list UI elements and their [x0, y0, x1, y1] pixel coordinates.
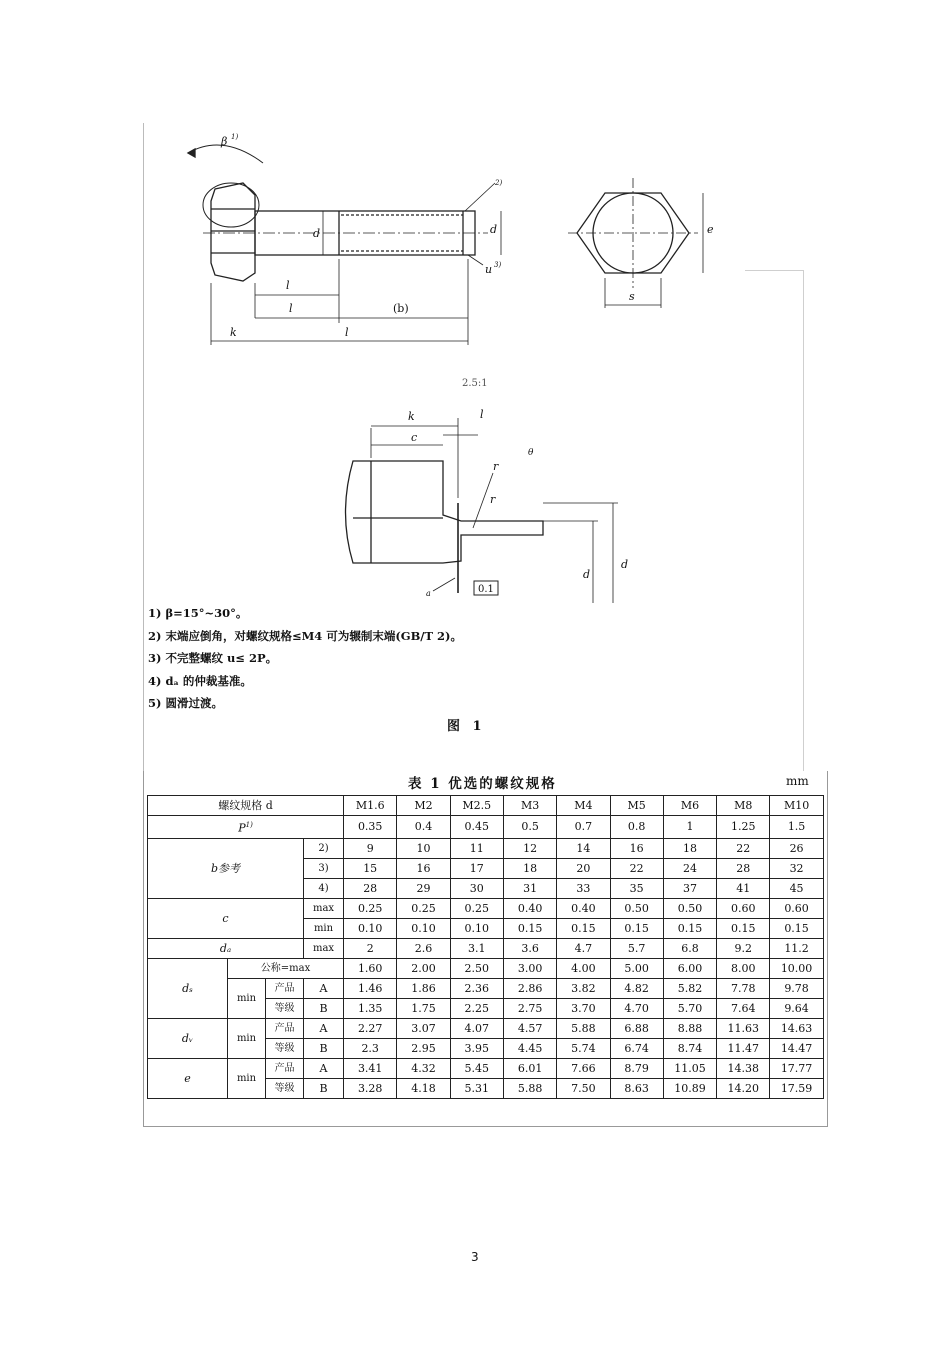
value-cell: 3.6: [503, 938, 556, 958]
size-header-cell: M10: [770, 796, 823, 816]
p-label-cell: [148, 816, 344, 839]
value-cell: 5.45: [450, 1058, 503, 1078]
value-cell: 33: [557, 878, 610, 898]
value-cell: 28: [717, 858, 770, 878]
value-cell: 4.07: [450, 1018, 503, 1038]
value-cell: 9: [344, 838, 397, 858]
value-cell: 0.60: [717, 898, 770, 918]
grade-label-cell: 产品: [266, 1058, 304, 1078]
value-cell: 14.20: [717, 1078, 770, 1098]
value-cell: 3.00: [503, 958, 556, 978]
value-cell: 2: [344, 938, 397, 958]
value-cell: 14.47: [770, 1038, 823, 1058]
value-cell: 0.7: [557, 816, 610, 839]
value-cell: 5.70: [663, 998, 716, 1018]
u-dim-label: u: [485, 263, 493, 276]
ds-nominal-row: [148, 958, 824, 978]
value-cell: 0.25: [344, 898, 397, 918]
thread-spec-table: [147, 795, 824, 1099]
ds-label-cell: dₛ: [148, 958, 228, 1018]
da-label-cell: dₐ: [148, 938, 304, 958]
value-cell: 3.28: [344, 1078, 397, 1098]
value-cell: 17: [450, 858, 503, 878]
value-cell: 20: [557, 858, 610, 878]
value-cell: 1.86: [397, 978, 450, 998]
ds-dim-label: d: [313, 227, 321, 240]
beta-note: 1): [231, 133, 239, 141]
note-4: 4) dₐ 的仲裁基准。: [148, 673, 252, 688]
p-label: P: [238, 821, 246, 835]
e-label-cell: e: [148, 1058, 228, 1098]
a-note: a: [426, 589, 431, 598]
value-cell: 41: [717, 878, 770, 898]
note-3: 3) 不完整螺纹 u≤ 2P。: [148, 651, 278, 665]
value-cell: 18: [663, 838, 716, 858]
grade-label-cell: 等级: [266, 1038, 304, 1058]
value-cell: 45: [770, 878, 823, 898]
da-row: [148, 938, 824, 958]
value-cell: 0.15: [610, 918, 663, 938]
value-cell: 10.89: [663, 1078, 716, 1098]
value-cell: 8.74: [663, 1038, 716, 1058]
value-cell: 5.00: [610, 958, 663, 978]
value-cell: 1.25: [717, 816, 770, 839]
value-cell: 0.10: [450, 918, 503, 938]
value-cell: 7.50: [557, 1078, 610, 1098]
value-cell: 0.8: [610, 816, 663, 839]
value-cell: 0.15: [770, 918, 823, 938]
value-cell: 4.82: [610, 978, 663, 998]
grade-b-cell: B: [304, 1078, 344, 1098]
c-row: [148, 898, 824, 918]
value-cell: 2.3: [344, 1038, 397, 1058]
value-cell: 4.70: [610, 998, 663, 1018]
note-cell: 4): [304, 878, 344, 898]
value-cell: 1.46: [344, 978, 397, 998]
value-cell: 0.45: [450, 816, 503, 839]
value-cell: 3.82: [557, 978, 610, 998]
value-cell: 4.57: [503, 1018, 556, 1038]
r1-label: r: [493, 460, 499, 473]
grade-b-cell: B: [304, 1038, 344, 1058]
scan-right-edge: [745, 270, 804, 771]
page-number: 3: [471, 1250, 479, 1264]
value-cell: 0.40: [503, 898, 556, 918]
value-cell: 9.2: [717, 938, 770, 958]
value-cell: 5.88: [557, 1018, 610, 1038]
b-dim-label: (b): [393, 302, 409, 315]
value-cell: 0.40: [557, 898, 610, 918]
value-cell: 2.36: [450, 978, 503, 998]
dw-min-a-row: [148, 1018, 824, 1038]
ds-min-a-row: [148, 978, 824, 998]
value-cell: 10: [397, 838, 450, 858]
value-cell: 3.41: [344, 1058, 397, 1078]
size-header-cell: M6: [663, 796, 716, 816]
value-cell: 8.00: [717, 958, 770, 978]
value-cell: 5.82: [663, 978, 716, 998]
value-cell: 26: [770, 838, 823, 858]
value-cell: 15: [344, 858, 397, 878]
kw-dim-label: k: [408, 410, 415, 423]
c-dim-label: c: [411, 431, 418, 444]
value-cell: 16: [397, 858, 450, 878]
size-header-cell: M3: [503, 796, 556, 816]
value-cell: 9.64: [770, 998, 823, 1018]
value-cell: 0.50: [610, 898, 663, 918]
dw-dim-label: d: [621, 558, 629, 571]
grade-a-cell: A: [304, 1018, 344, 1038]
r2-label: r: [490, 493, 496, 506]
theta-label: θ: [528, 448, 534, 458]
header-label-cell: 螺纹规格 d: [148, 796, 344, 816]
grade-b-cell: B: [304, 998, 344, 1018]
value-cell: 14: [557, 838, 610, 858]
value-cell: 6.01: [503, 1058, 556, 1078]
value-cell: 11.05: [663, 1058, 716, 1078]
value-cell: 17.77: [770, 1058, 823, 1078]
value-cell: 2.6: [397, 938, 450, 958]
note-2: 2) 末端应倒角，对螺纹规格≤M4 可为辗制末端(GB/T 2)。: [148, 628, 463, 643]
value-cell: 17.59: [770, 1078, 823, 1098]
value-cell: 6.00: [663, 958, 716, 978]
u-note: 3): [494, 261, 502, 269]
value-cell: 4.32: [397, 1058, 450, 1078]
value-cell: 37: [663, 878, 716, 898]
value-cell: 0.10: [344, 918, 397, 938]
figure-caption: 图 1: [447, 719, 486, 734]
note-cell: max: [304, 938, 344, 958]
value-cell: 3.70: [557, 998, 610, 1018]
b-row: [148, 838, 824, 858]
bolt-head-side: [211, 183, 255, 281]
size-header-cell: M8: [717, 796, 770, 816]
value-cell: 3.95: [450, 1038, 503, 1058]
grade-label-cell: 等级: [266, 998, 304, 1018]
s-dim-label: s: [629, 290, 635, 303]
value-cell: 4.00: [557, 958, 610, 978]
value-cell: 2.75: [503, 998, 556, 1018]
value-cell: 6.8: [663, 938, 716, 958]
value-cell: 7.66: [557, 1058, 610, 1078]
value-cell: 11.47: [717, 1038, 770, 1058]
value-cell: 4.18: [397, 1078, 450, 1098]
tolerance-box-value: 0.1: [478, 584, 494, 595]
value-cell: 30: [450, 878, 503, 898]
value-cell: 11: [450, 838, 503, 858]
value-cell: 11.2: [770, 938, 823, 958]
value-cell: 0.25: [397, 898, 450, 918]
value-cell: 6.88: [610, 1018, 663, 1038]
table-title: 表 1 优选的螺纹规格: [408, 776, 557, 792]
value-cell: 5.74: [557, 1038, 610, 1058]
value-cell: 1.75: [397, 998, 450, 1018]
value-cell: 0.4: [397, 816, 450, 839]
ls-dim-label: l: [286, 279, 290, 292]
value-cell: 28: [344, 878, 397, 898]
value-cell: 1: [663, 816, 716, 839]
dw-label-cell: dᵥ: [148, 1018, 228, 1058]
value-cell: 22: [717, 838, 770, 858]
grade-label-cell: 产品: [266, 1018, 304, 1038]
l-dim-label: l: [345, 326, 349, 339]
value-cell: 5.88: [503, 1078, 556, 1098]
p-row: [148, 816, 824, 839]
grade-a-cell: A: [304, 978, 344, 998]
value-cell: 0.15: [503, 918, 556, 938]
scale-label: 2.5:1: [462, 378, 488, 389]
value-cell: 2.86: [503, 978, 556, 998]
value-cell: 32: [770, 858, 823, 878]
size-header-cell: M2.5: [450, 796, 503, 816]
grade-a-cell: A: [304, 1058, 344, 1078]
b-label-cell: b参考: [148, 838, 304, 898]
min-label-cell: min: [228, 978, 266, 1018]
value-cell: 18: [503, 858, 556, 878]
k-dim-label: k: [230, 326, 237, 339]
value-cell: 8.79: [610, 1058, 663, 1078]
grade-label-cell: 产品: [266, 978, 304, 998]
lf-dim-label: l: [480, 408, 484, 421]
e-min-a-row: [148, 1058, 824, 1078]
note-cell: 3): [304, 858, 344, 878]
value-cell: 0.35: [344, 816, 397, 839]
value-cell: 22: [610, 858, 663, 878]
value-cell: 4.7: [557, 938, 610, 958]
value-cell: 0.5: [503, 816, 556, 839]
header-row: [148, 796, 824, 816]
value-cell: 5.31: [450, 1078, 503, 1098]
c-label-cell: c: [148, 898, 304, 938]
value-cell: 2.50: [450, 958, 503, 978]
table-unit: mm: [786, 774, 809, 788]
value-cell: 9.78: [770, 978, 823, 998]
note-5: 5) 圆滑过渡。: [148, 696, 223, 710]
note-1: 1) β=15°~30°。: [148, 606, 248, 620]
value-cell: 8.63: [610, 1078, 663, 1098]
note-cell: min: [304, 918, 344, 938]
value-cell: 0.10: [397, 918, 450, 938]
figure-notes: [148, 602, 462, 715]
value-cell: 1.60: [344, 958, 397, 978]
size-header-cell: M4: [557, 796, 610, 816]
head-detail-view: [346, 461, 544, 563]
nominal-label-cell: 公称=max: [228, 958, 344, 978]
value-cell: 0.15: [717, 918, 770, 938]
da-dim-label: d: [583, 568, 591, 581]
size-header-cell: M1.6: [344, 796, 397, 816]
value-cell: 29: [397, 878, 450, 898]
value-cell: 8.88: [663, 1018, 716, 1038]
value-cell: 0.60: [770, 898, 823, 918]
value-cell: 2.00: [397, 958, 450, 978]
value-cell: 1.5: [770, 816, 823, 839]
beta-label: β: [221, 135, 228, 148]
value-cell: 31: [503, 878, 556, 898]
value-cell: 2.27: [344, 1018, 397, 1038]
value-cell: 3.07: [397, 1018, 450, 1038]
lg-dim-label: l: [289, 302, 293, 315]
value-cell: 5.7: [610, 938, 663, 958]
note-cell: max: [304, 898, 344, 918]
min-label-cell: min: [228, 1058, 266, 1098]
value-cell: 0.15: [557, 918, 610, 938]
p-note: 1): [245, 821, 253, 829]
value-cell: 2.25: [450, 998, 503, 1018]
value-cell: 12: [503, 838, 556, 858]
value-cell: 11.63: [717, 1018, 770, 1038]
value-cell: 35: [610, 878, 663, 898]
value-cell: 24: [663, 858, 716, 878]
e-dim-label: e: [707, 223, 714, 236]
d-dim-label: d: [490, 223, 498, 236]
size-header-cell: M2: [397, 796, 450, 816]
value-cell: 7.78: [717, 978, 770, 998]
grade-label-cell: 等级: [266, 1078, 304, 1098]
value-cell: 4.45: [503, 1038, 556, 1058]
chamfer-note: 2): [495, 179, 503, 187]
size-header-cell: M5: [610, 796, 663, 816]
value-cell: 10.00: [770, 958, 823, 978]
value-cell: 3.1: [450, 938, 503, 958]
value-cell: 16: [610, 838, 663, 858]
value-cell: 0.25: [450, 898, 503, 918]
value-cell: 7.64: [717, 998, 770, 1018]
value-cell: 1.35: [344, 998, 397, 1018]
value-cell: 6.74: [610, 1038, 663, 1058]
value-cell: 14.38: [717, 1058, 770, 1078]
value-cell: 2.95: [397, 1038, 450, 1058]
value-cell: 0.15: [663, 918, 716, 938]
note-cell: 2): [304, 838, 344, 858]
value-cell: 0.50: [663, 898, 716, 918]
value-cell: 14.63: [770, 1018, 823, 1038]
min-label-cell: min: [228, 1018, 266, 1058]
